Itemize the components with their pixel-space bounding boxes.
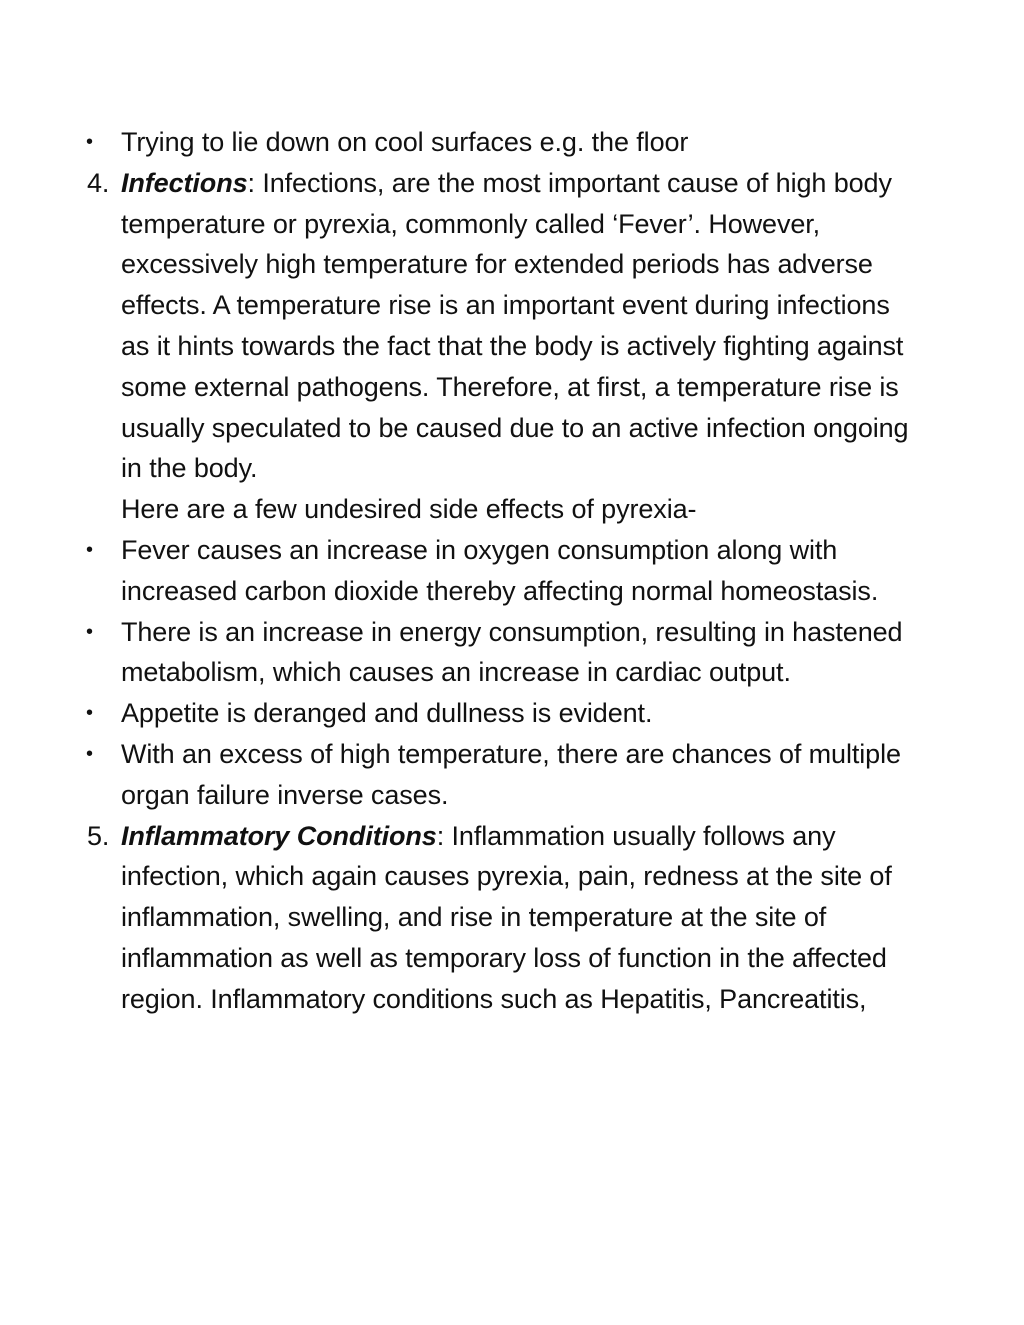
- bullet-marker: •: [86, 131, 93, 153]
- bullet-text: There is an increase in energy consumption, resulting in hastened metabolism, which causes an increase in cardiac output.: [121, 616, 903, 688]
- bullet-item-organ-failure: [0, 734, 1024, 816]
- bullet-marker: •: [86, 702, 93, 725]
- numbered-item-inflammatory-conditions: [0, 816, 1024, 1020]
- bullet-item-energy: [0, 612, 1024, 694]
- item-text: : Infections, are the most important cause of high body temperature or pyrexia, commonly called ‘Fever’. However, excessively high temperature for extended periods has adverse effects. A temperature rise is an important event during infections as it hints towards the fact that the body is actively fighting against some external pathogens. Therefore, at first, a temperature rise is usually speculated to be caused due to an active infection ongoing in the body.: [121, 167, 909, 484]
- item-number: 4.: [87, 167, 110, 198]
- bullet-text: With an excess of high temperature, there are chances of multiple organ failure inverse cases.: [121, 738, 901, 810]
- bullet-text: Appetite is deranged and dullness is evident.: [121, 698, 653, 729]
- bullet-text: Trying to lie down on cool surfaces e.g. the floor: [121, 127, 689, 157]
- bullet-marker: •: [86, 742, 93, 765]
- bullet-marker: •: [86, 620, 93, 643]
- bullet-item-appetite: [0, 693, 1024, 734]
- item-term: Inflammatory Conditions: [121, 820, 437, 851]
- item-term: Infections: [121, 167, 248, 198]
- item-number: 5.: [87, 820, 110, 851]
- paragraph-text: Here are a few undesired side effects of pyrexia-: [121, 494, 697, 525]
- numbered-item-infections: [0, 163, 1024, 489]
- bullet-marker: •: [86, 538, 93, 561]
- document-page: [0, 122, 1024, 1020]
- bullet-text: Fever causes an increase in oxygen consumption along with increased carbon dioxide thereby affecting normal homeostasis.: [121, 534, 879, 606]
- bullet-item-oxygen: [0, 530, 1024, 612]
- item-text: : Inflammation usually follows any infection, which again causes pyrexia, pain, redness at the site of inflammation, swelling, and rise in temperature at the site of inflammation as well as temporary loss of function in the affected region. Inflammatory conditions such as Hepatitis, Pancreatitis,: [121, 820, 892, 1014]
- bullet-item-cool-surfaces: [0, 122, 1024, 163]
- paragraph-side-effects-intro: [0, 489, 1024, 530]
